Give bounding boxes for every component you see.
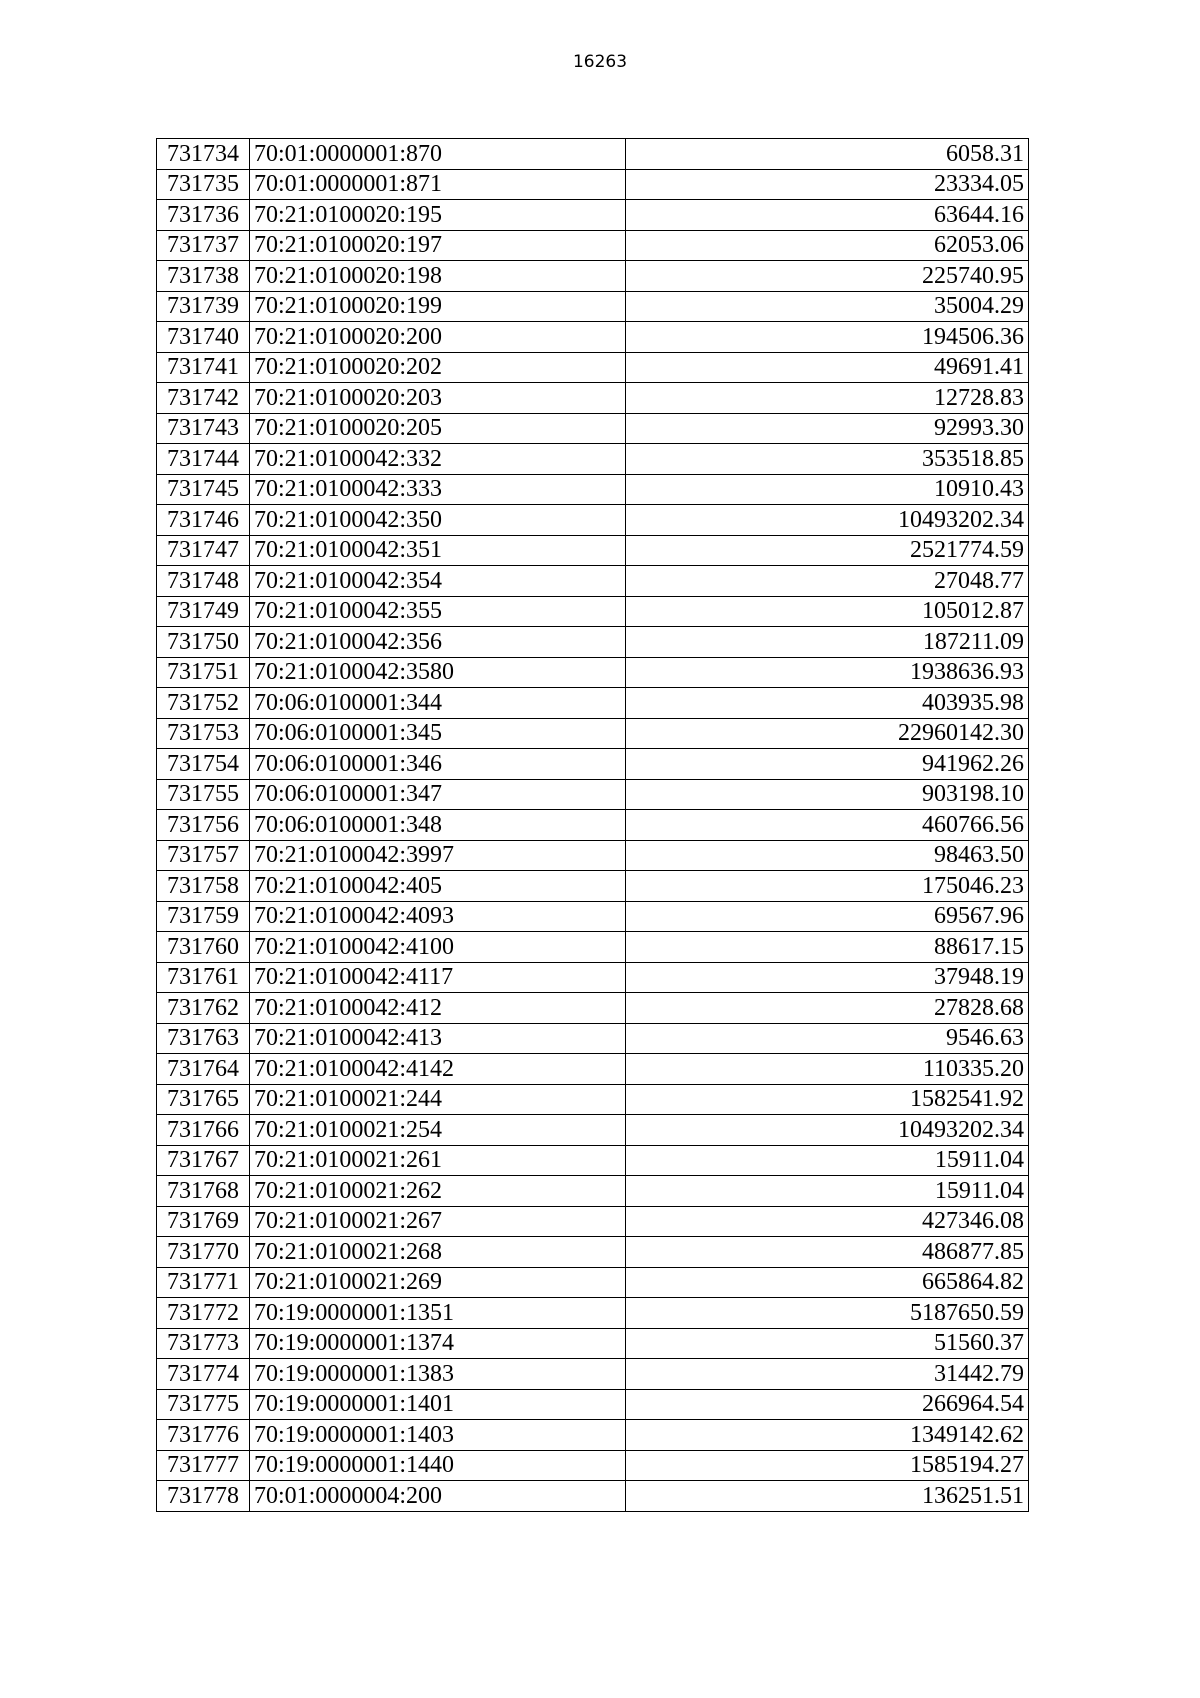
cadastral-number-cell: 70:21:0100042:3580 [250, 657, 626, 688]
table-row [157, 962, 1029, 993]
table-row [157, 1145, 1029, 1176]
table-row [157, 1328, 1029, 1359]
row-number-cell: 731740 [157, 322, 250, 353]
table-row [157, 1389, 1029, 1420]
row-number-cell: 731761 [157, 962, 250, 993]
cadastral-value-cell: 175046.23 [626, 871, 1029, 902]
table-row [157, 901, 1029, 932]
table-row [157, 1023, 1029, 1054]
row-number-cell: 731739 [157, 291, 250, 322]
row-number-cell: 731746 [157, 505, 250, 536]
row-number-cell: 731758 [157, 871, 250, 902]
cadastral-value-cell: 486877.85 [626, 1237, 1029, 1268]
cadastral-number-cell: 70:21:0100042:332 [250, 444, 626, 475]
cadastral-number-cell: 70:21:0100020:200 [250, 322, 626, 353]
table-row [157, 169, 1029, 200]
cadastral-value-cell: 15911.04 [626, 1176, 1029, 1207]
table-row [157, 200, 1029, 231]
row-number-cell: 731765 [157, 1084, 250, 1115]
row-number-cell: 731756 [157, 810, 250, 841]
cadastral-number-cell: 70:19:0000001:1440 [250, 1450, 626, 1481]
row-number-cell: 731735 [157, 169, 250, 200]
table-row [157, 566, 1029, 597]
cadastral-value-cell: 49691.41 [626, 352, 1029, 383]
cadastral-number-cell: 70:21:0100042:4117 [250, 962, 626, 993]
cadastral-number-cell: 70:21:0100020:197 [250, 230, 626, 261]
cadastral-number-cell: 70:21:0100021:269 [250, 1267, 626, 1298]
row-number-cell: 731738 [157, 261, 250, 292]
cadastral-number-cell: 70:21:0100020:195 [250, 200, 626, 231]
table-row [157, 352, 1029, 383]
cadastral-number-cell: 70:21:0100042:350 [250, 505, 626, 536]
cadastral-value-cell: 9546.63 [626, 1023, 1029, 1054]
cadastral-number-cell: 70:21:0100042:333 [250, 474, 626, 505]
table-row [157, 1267, 1029, 1298]
table-row [157, 627, 1029, 658]
table-row [157, 261, 1029, 292]
table-row [157, 413, 1029, 444]
row-number-cell: 731736 [157, 200, 250, 231]
cadastral-value-cell: 5187650.59 [626, 1298, 1029, 1329]
row-number-cell: 731737 [157, 230, 250, 261]
cadastral-number-cell: 70:21:0100042:412 [250, 993, 626, 1024]
row-number-cell: 731734 [157, 139, 250, 170]
cadastral-value-cell: 1349142.62 [626, 1420, 1029, 1451]
table-row [157, 139, 1029, 170]
cadastral-value-cell: 941962.26 [626, 749, 1029, 780]
cadastral-value-cell: 2521774.59 [626, 535, 1029, 566]
table-row [157, 1359, 1029, 1390]
cadastral-number-cell: 70:21:0100042:4093 [250, 901, 626, 932]
cadastral-value-cell: 27828.68 [626, 993, 1029, 1024]
row-number-cell: 731741 [157, 352, 250, 383]
cadastral-value-cell: 665864.82 [626, 1267, 1029, 1298]
row-number-cell: 731757 [157, 840, 250, 871]
cadastral-value-cell: 98463.50 [626, 840, 1029, 871]
row-number-cell: 731748 [157, 566, 250, 597]
cadastral-value-cell: 110335.20 [626, 1054, 1029, 1085]
cadastral-value-cell: 10493202.34 [626, 505, 1029, 536]
cadastral-value-cell: 194506.36 [626, 322, 1029, 353]
table-row [157, 840, 1029, 871]
cadastral-value-cell: 1582541.92 [626, 1084, 1029, 1115]
cadastral-value-cell: 62053.06 [626, 230, 1029, 261]
cadastral-number-cell: 70:19:0000001:1383 [250, 1359, 626, 1390]
cadastral-value-cell: 903198.10 [626, 779, 1029, 810]
row-number-cell: 731754 [157, 749, 250, 780]
row-number-cell: 731745 [157, 474, 250, 505]
row-number-cell: 731752 [157, 688, 250, 719]
cadastral-number-cell: 70:21:0100021:261 [250, 1145, 626, 1176]
row-number-cell: 731762 [157, 993, 250, 1024]
page-number: 16263 [572, 52, 628, 72]
cadastral-value-cell: 1585194.27 [626, 1450, 1029, 1481]
table-row [157, 932, 1029, 963]
row-number-cell: 731770 [157, 1237, 250, 1268]
table-row [157, 1176, 1029, 1207]
cadastral-number-cell: 70:21:0100021:267 [250, 1206, 626, 1237]
table-row [157, 993, 1029, 1024]
cadastral-number-cell: 70:21:0100042:405 [250, 871, 626, 902]
cadastral-value-cell: 1938636.93 [626, 657, 1029, 688]
cadastral-value-cell: 266964.54 [626, 1389, 1029, 1420]
cadastral-number-cell: 70:06:0100001:345 [250, 718, 626, 749]
table-row [157, 322, 1029, 353]
table-row [157, 444, 1029, 475]
table-row [157, 1298, 1029, 1329]
cadastral-number-cell: 70:21:0100042:4100 [250, 932, 626, 963]
cadastral-number-cell: 70:01:0000001:871 [250, 169, 626, 200]
table-row [157, 810, 1029, 841]
cadastral-number-cell: 70:19:0000001:1403 [250, 1420, 626, 1451]
cadastral-value-cell: 403935.98 [626, 688, 1029, 719]
row-number-cell: 731778 [157, 1481, 250, 1512]
row-number-cell: 731747 [157, 535, 250, 566]
row-number-cell: 731759 [157, 901, 250, 932]
table-body [157, 139, 1029, 1512]
table-row [157, 1054, 1029, 1085]
cadastral-number-cell: 70:21:0100021:262 [250, 1176, 626, 1207]
row-number-cell: 731751 [157, 657, 250, 688]
table-row [157, 291, 1029, 322]
table-row [157, 657, 1029, 688]
cadastral-value-cell: 12728.83 [626, 383, 1029, 414]
cadastral-number-cell: 70:06:0100001:346 [250, 749, 626, 780]
cadastral-value-cell: 51560.37 [626, 1328, 1029, 1359]
cadastral-value-cell: 69567.96 [626, 901, 1029, 932]
row-number-cell: 731744 [157, 444, 250, 475]
table-row [157, 474, 1029, 505]
cadastral-number-cell: 70:19:0000001:1401 [250, 1389, 626, 1420]
cadastral-number-cell: 70:01:0000004:200 [250, 1481, 626, 1512]
row-number-cell: 731768 [157, 1176, 250, 1207]
cadastral-value-cell: 22960142.30 [626, 718, 1029, 749]
cadastral-value-cell: 10493202.34 [626, 1115, 1029, 1146]
table-row [157, 1237, 1029, 1268]
cadastral-value-cell: 427346.08 [626, 1206, 1029, 1237]
cadastral-number-cell: 70:21:0100042:413 [250, 1023, 626, 1054]
cadastral-value-cell: 88617.15 [626, 932, 1029, 963]
table-row [157, 505, 1029, 536]
cadastral-number-cell: 70:21:0100020:202 [250, 352, 626, 383]
table-row [157, 871, 1029, 902]
cadastral-value-cell: 10910.43 [626, 474, 1029, 505]
row-number-cell: 731755 [157, 779, 250, 810]
row-number-cell: 731760 [157, 932, 250, 963]
cadastral-number-cell: 70:21:0100021:268 [250, 1237, 626, 1268]
cadastral-value-cell: 460766.56 [626, 810, 1029, 841]
cadastral-number-cell: 70:01:0000001:870 [250, 139, 626, 170]
table-row [157, 688, 1029, 719]
row-number-cell: 731774 [157, 1359, 250, 1390]
table-row [157, 1481, 1029, 1512]
table-row [157, 1206, 1029, 1237]
table-row [157, 1420, 1029, 1451]
cadastral-value-cell: 15911.04 [626, 1145, 1029, 1176]
cadastral-number-cell: 70:21:0100042:354 [250, 566, 626, 597]
row-number-cell: 731753 [157, 718, 250, 749]
table-row [157, 779, 1029, 810]
cadastral-value-cell: 23334.05 [626, 169, 1029, 200]
cadastral-value-cell: 136251.51 [626, 1481, 1029, 1512]
cadastral-number-cell: 70:06:0100001:348 [250, 810, 626, 841]
row-number-cell: 731766 [157, 1115, 250, 1146]
cadastral-number-cell: 70:19:0000001:1351 [250, 1298, 626, 1329]
row-number-cell: 731775 [157, 1389, 250, 1420]
cadastral-number-cell: 70:21:0100021:254 [250, 1115, 626, 1146]
table-row [157, 535, 1029, 566]
cadastral-number-cell: 70:21:0100021:244 [250, 1084, 626, 1115]
table-row [157, 230, 1029, 261]
cadastral-number-cell: 70:21:0100042:356 [250, 627, 626, 658]
cadastral-number-cell: 70:21:0100020:203 [250, 383, 626, 414]
cadastral-value-cell: 31442.79 [626, 1359, 1029, 1390]
row-number-cell: 731767 [157, 1145, 250, 1176]
row-number-cell: 731764 [157, 1054, 250, 1085]
cadastral-value-cell: 6058.31 [626, 139, 1029, 170]
row-number-cell: 731773 [157, 1328, 250, 1359]
row-number-cell: 731742 [157, 383, 250, 414]
row-number-cell: 731777 [157, 1450, 250, 1481]
cadastral-value-cell: 105012.87 [626, 596, 1029, 627]
cadastral-number-cell: 70:21:0100042:351 [250, 535, 626, 566]
table-row [157, 718, 1029, 749]
cadastral-number-cell: 70:06:0100001:347 [250, 779, 626, 810]
cadastral-value-cell: 92993.30 [626, 413, 1029, 444]
cadastral-number-cell: 70:19:0000001:1374 [250, 1328, 626, 1359]
cadastral-value-cell: 35004.29 [626, 291, 1029, 322]
cadastral-number-cell: 70:06:0100001:344 [250, 688, 626, 719]
row-number-cell: 731776 [157, 1420, 250, 1451]
cadastral-value-cell: 225740.95 [626, 261, 1029, 292]
row-number-cell: 731771 [157, 1267, 250, 1298]
cadastral-number-cell: 70:21:0100020:199 [250, 291, 626, 322]
row-number-cell: 731750 [157, 627, 250, 658]
cadastral-value-cell: 63644.16 [626, 200, 1029, 231]
cadastral-value-table [156, 138, 1029, 1512]
row-number-cell: 731769 [157, 1206, 250, 1237]
cadastral-value-cell: 27048.77 [626, 566, 1029, 597]
table-row [157, 1115, 1029, 1146]
table-row [157, 749, 1029, 780]
cadastral-number-cell: 70:21:0100020:198 [250, 261, 626, 292]
table-row [157, 596, 1029, 627]
table-row [157, 383, 1029, 414]
row-number-cell: 731763 [157, 1023, 250, 1054]
cadastral-value-cell: 353518.85 [626, 444, 1029, 475]
cadastral-number-cell: 70:21:0100020:205 [250, 413, 626, 444]
table-row [157, 1450, 1029, 1481]
table-row [157, 1084, 1029, 1115]
row-number-cell: 731743 [157, 413, 250, 444]
cadastral-number-cell: 70:21:0100042:355 [250, 596, 626, 627]
row-number-cell: 731749 [157, 596, 250, 627]
cadastral-number-cell: 70:21:0100042:3997 [250, 840, 626, 871]
cadastral-value-cell: 37948.19 [626, 962, 1029, 993]
cadastral-value-cell: 187211.09 [626, 627, 1029, 658]
row-number-cell: 731772 [157, 1298, 250, 1329]
cadastral-number-cell: 70:21:0100042:4142 [250, 1054, 626, 1085]
